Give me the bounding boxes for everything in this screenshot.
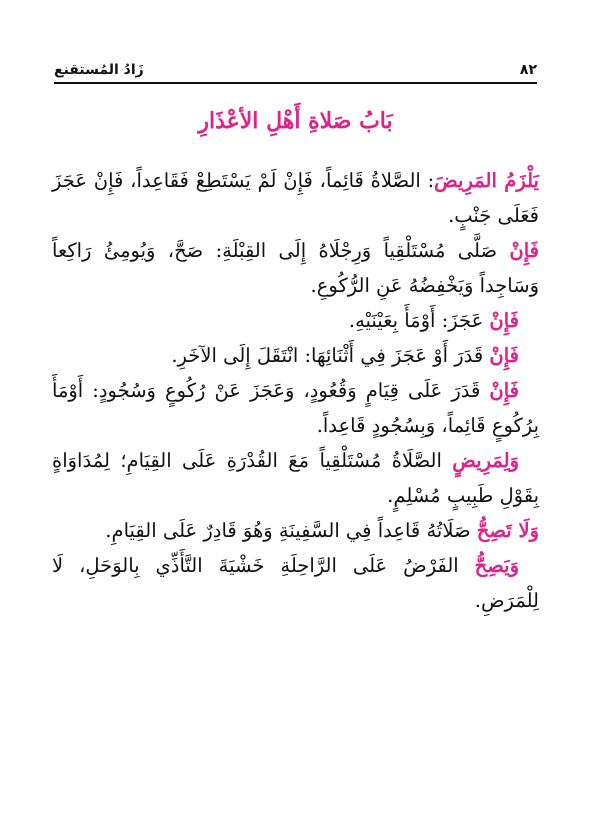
- paragraph-keyword: وَلَا تَصِحُّ: [476, 519, 539, 542]
- paragraph: [52, 163, 539, 233]
- book-title: زَادُ المُستقنع: [54, 62, 144, 78]
- paragraph: [52, 303, 539, 338]
- paragraph-text: عَجَزَ: أَوْمَأَ بِعَيْنَيْهِ.: [348, 309, 490, 332]
- paragraph-keyword: يَلْزَمُ المَرِيضَ: [434, 169, 539, 192]
- paragraph: [52, 338, 539, 373]
- paragraph-keyword: فَإِنْ: [489, 379, 519, 402]
- paragraph: [52, 443, 539, 513]
- paragraph-text: قَدَرَ عَلَى قِيَامٍ وَقُعُودٍ، وَعَجَزَ عَنْ رُكُوعٍ وَسُجُودٍ: أَوْمَأَ بِرُكُوعٍ قَائِماً، وَبِسُجُودٍ قَاعِداً.: [52, 379, 539, 437]
- paragraph-text: الصَّلَاةُ مُسْتَلْقِياً مَعَ القُدْرَةِ عَلَى القِيَامِ؛ لِمُدَاوَاةٍ بِقَوْلِ طَبِيبٍ مُسْلِمٍ.: [52, 449, 539, 507]
- chapter-title: بَابُ صَلاةِ أَهْلِ الأعْذَارِ: [198, 108, 393, 134]
- paragraph-keyword: وَلِمَرِيضٍ: [452, 449, 519, 472]
- paragraph: [52, 373, 539, 443]
- paragraph-text: الفَرْضُ عَلَى الرَّاحِلَةِ خَشْيَةَ التَّأَذِّي بِالوَحَلِ، لَا لِلْمَرَضِ.: [52, 554, 539, 612]
- running-header: [54, 50, 537, 78]
- paragraph-keyword: فَإِنْ: [509, 239, 539, 262]
- header-rule: [54, 82, 537, 84]
- paragraph: [52, 233, 539, 303]
- paragraph-keyword: فَإِنْ: [489, 309, 519, 332]
- paragraph-text: صَلَّى مُسْتَلْقِياً وَرِجْلَاهُ إِلَى القِبْلَةِ: صَحَّ، وَيُومِئُ رَاكِعاً وَسَاجِداً وَيَخْفِضُهُ عَنِ الرُّكُوعِ.: [52, 239, 539, 297]
- paragraph-text: صَلَاتُهُ قَاعِداً فِي السَّفِينَةِ وَهُوَ قَادِرٌ عَلَى القِيَامِ.: [105, 519, 477, 542]
- paragraph-keyword: وَيَصِحُّ: [474, 554, 519, 577]
- body-text: [52, 163, 539, 618]
- paragraph-text: قَدَرَ أَوْ عَجَزَ فِي أَثْنَائِهَا: انْتَقَلَ إِلَى الآخَرِ.: [171, 344, 490, 367]
- page-number: ٨٢: [519, 62, 537, 78]
- paragraph-text: : الصَّلاةُ قَائِماً، فَإِنْ لَمْ يَسْتَطِعْ فَقَاعِداً، فَإِنْ عَجَزَ فَعَلَى جَنْبٍ.: [52, 169, 539, 227]
- paragraph: [52, 548, 539, 618]
- paragraph-keyword: فَإِنْ: [489, 344, 519, 367]
- paragraph: [52, 513, 539, 548]
